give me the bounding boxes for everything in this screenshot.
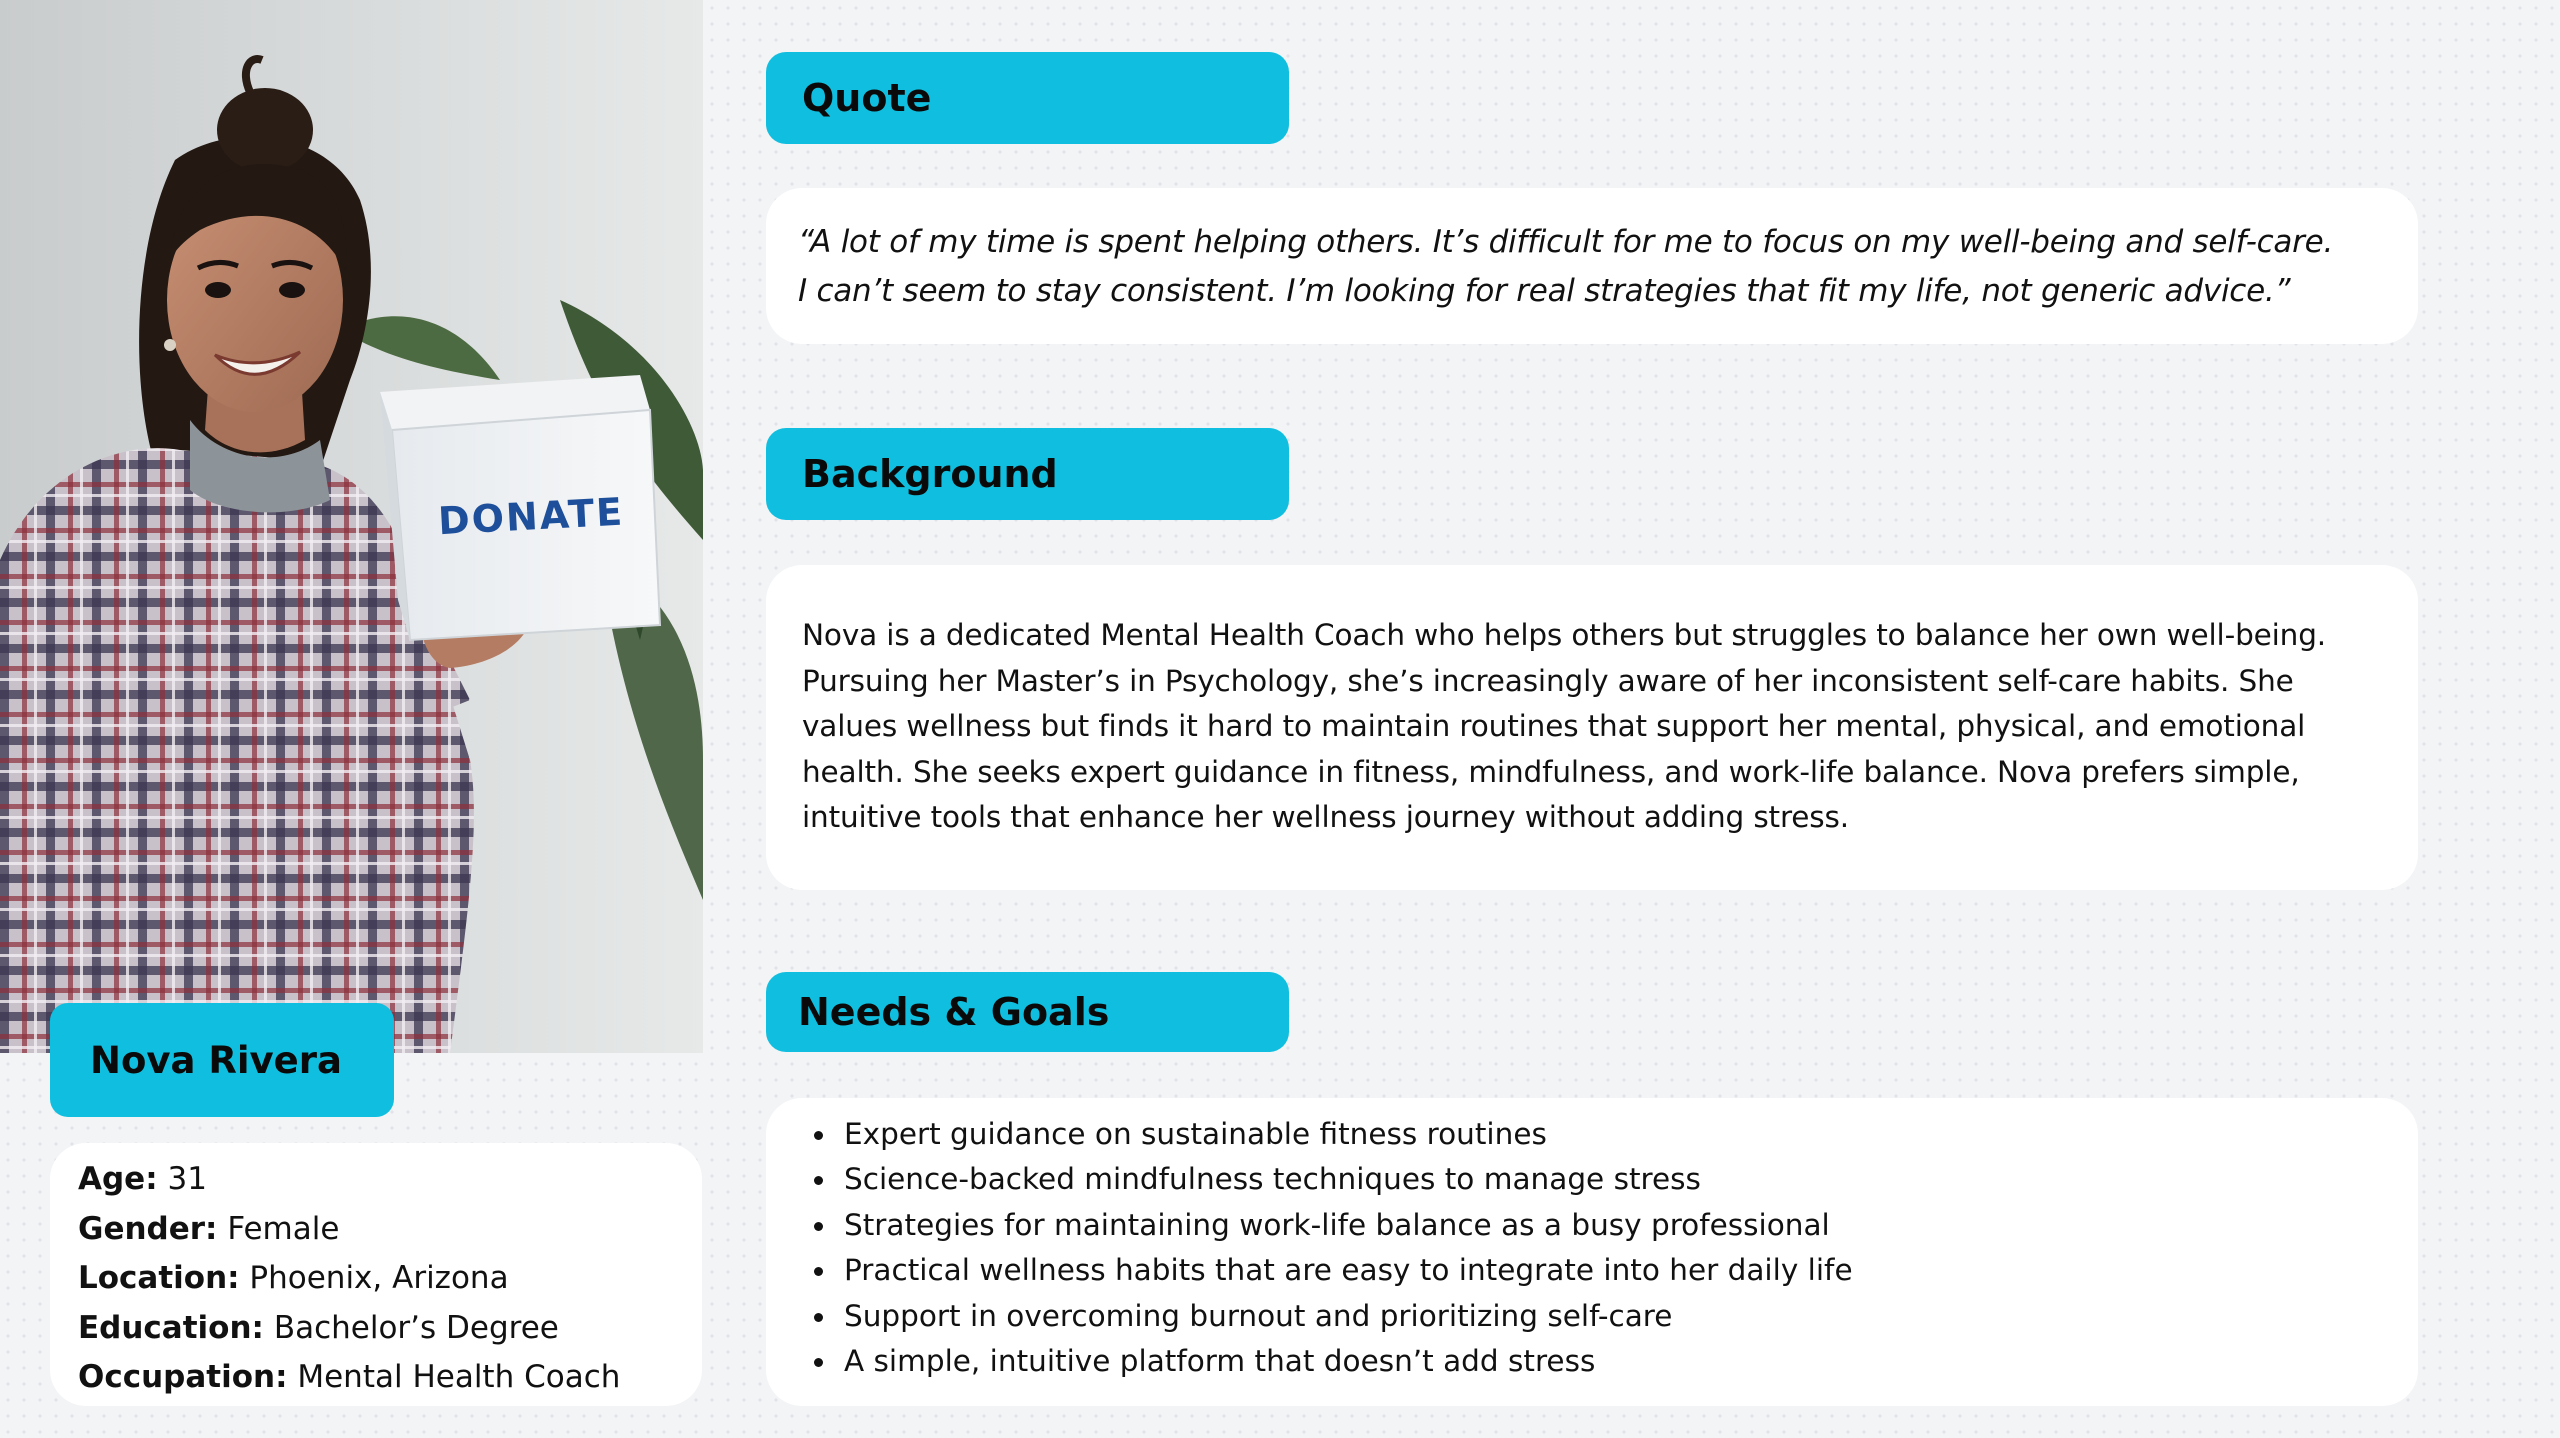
age-value: 31 [167, 1161, 207, 1197]
profile-gender [78, 1205, 702, 1255]
quote-card [766, 188, 2418, 344]
profile-education [78, 1304, 702, 1354]
needs-goals-heading: Needs & Goals [766, 972, 1289, 1052]
needs-goals-list [814, 1112, 2418, 1384]
education-value: Bachelor’s Degree [273, 1309, 559, 1346]
quote-heading: Quote [766, 52, 1289, 144]
needs-goals-card [766, 1098, 2418, 1406]
needs-goal-item: Practical wellness habits that are easy to integrate into her daily life [814, 1248, 2418, 1293]
quote-line-2: I can’t seem to stay consistent. I’m looking for real strategies that fit my life, not generic advice.” [798, 273, 2291, 309]
needs-goal-item: Expert guidance on sustainable fitness routines [814, 1112, 2418, 1157]
profile-location [78, 1254, 702, 1304]
donate-box-label: DONATE [437, 489, 626, 544]
occupation-label: Occupation: [78, 1359, 288, 1395]
background-card [766, 565, 2418, 890]
needs-goal-item: Strategies for maintaining work-life balance as a busy professional [814, 1203, 2418, 1248]
profile-age [78, 1155, 702, 1205]
gender-label: Gender: [78, 1210, 218, 1247]
location-value: Phoenix, Arizona [249, 1260, 509, 1296]
age-label: Age: [78, 1161, 158, 1197]
background-heading: Background [766, 428, 1289, 520]
education-label: Education: [78, 1309, 264, 1346]
occupation-value: Mental Health Coach [297, 1359, 621, 1395]
needs-goal-item: Support in overcoming burnout and prioritizing self-care [814, 1294, 2418, 1339]
needs-goal-item: Science-backed mindfulness techniques to manage stress [814, 1157, 2418, 1202]
quote-line-1: “A lot of my time is spent helping others. It’s difficult for me to focus on my well-being and self-care. [798, 224, 2334, 260]
gender-value: Female [227, 1210, 340, 1247]
persona-name: Nova Rivera [50, 1003, 394, 1117]
persona-photo [0, 0, 703, 1053]
needs-goal-item: A simple, intuitive platform that doesn’t add stress [814, 1339, 2418, 1384]
location-label: Location: [78, 1260, 240, 1296]
background-text: Nova is a dedicated Mental Health Coach who helps others but struggles to balance her own well-being. Pursuing her Master’s in Psychology, she’s increasingly aware of her inconsistent self-care habits. She values wellness but finds it hard to maintain routines that support her mental, physical, and emotional health. She seeks expert guidance in fitness, mindfulness, and work-life balance. Nova prefers simple, intuitive tools that enhance her wellness journey without adding stress. [802, 618, 2327, 834]
profile-details-card [50, 1143, 702, 1406]
profile-occupation [78, 1353, 702, 1403]
